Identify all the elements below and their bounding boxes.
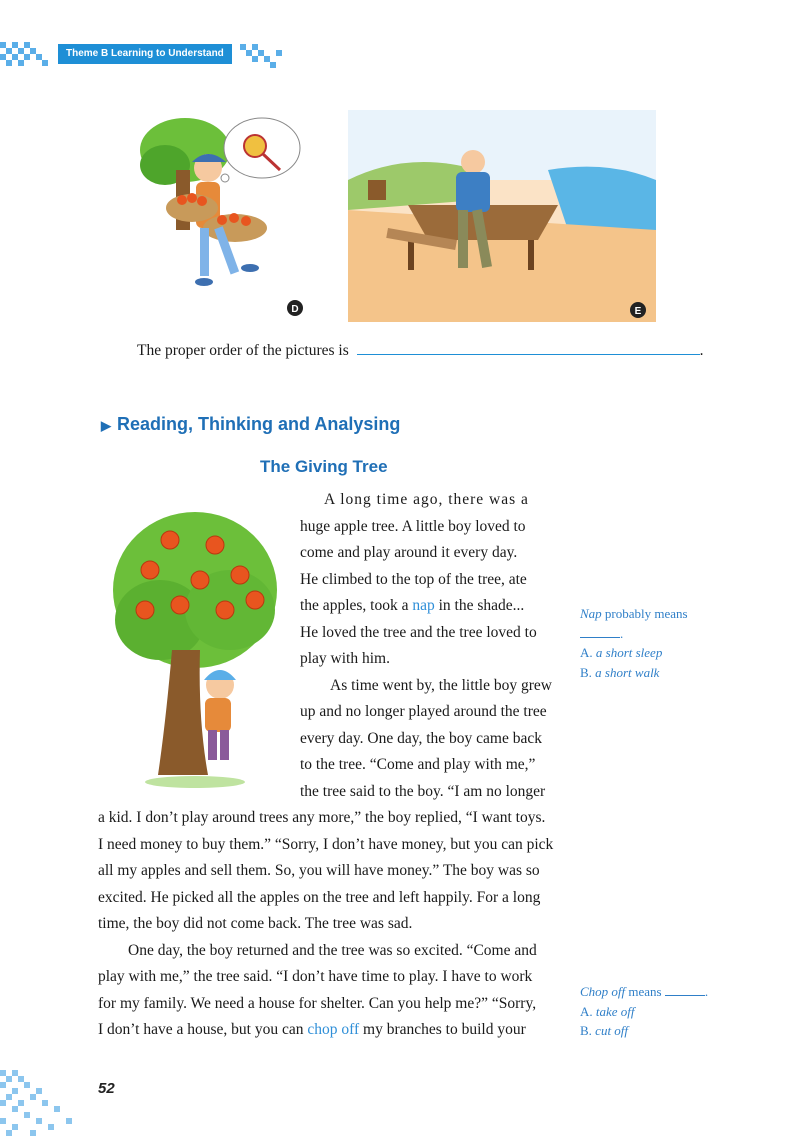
- story-line-20: for my family. We need a house for shelter. Can you help me?” “Sorry,: [98, 995, 537, 1012]
- man-building-boat-illustration: [348, 110, 656, 322]
- chop-option-b[interactable]: [580, 1021, 628, 1040]
- footer-pixel-decoration: [0, 1060, 90, 1138]
- story-line-5-start: the apples, took a: [300, 597, 409, 614]
- nap-option-a-letter: A.: [580, 645, 593, 660]
- story-line-19: play with me,” the tree said. “I don’t have time to play. I have to work: [98, 968, 533, 985]
- chop-note-prompt: means: [628, 984, 662, 999]
- story-line-16: excited. He picked all the apples on the tree and left happily. For a long: [98, 889, 541, 906]
- story-line-5: [300, 596, 524, 616]
- chop-note-question: [580, 982, 708, 1001]
- story-line-13: a kid. I don’t play around trees any more,” the boy replied, “I want toys.: [98, 809, 546, 826]
- chop-option-a[interactable]: [580, 1002, 635, 1021]
- story-line-1: A long time ago, there was a: [324, 491, 529, 508]
- story-line-10: every day. One day, the boy came back: [300, 730, 543, 747]
- story-title: The Giving Tree: [260, 457, 388, 476]
- story-line-7: play with him.: [300, 650, 390, 667]
- order-question: [137, 340, 704, 360]
- chop-option-a-text: take off: [595, 1004, 635, 1019]
- order-question-text: The proper order of the pictures is: [137, 342, 349, 359]
- vocab-word-chop-off[interactable]: chop off: [307, 1021, 360, 1038]
- chop-note-end: .: [704, 984, 709, 999]
- story-line-15: all my apples and sell them. So, you will have money.” The boy was so: [98, 862, 540, 879]
- apple-tree-hugging-boy-illustration: [100, 500, 290, 790]
- nap-option-b-letter: B.: [580, 665, 592, 680]
- story-line-8: As time went by, the little boy grew: [330, 677, 552, 694]
- section-heading-text: Reading, Thinking and Analysing: [117, 414, 401, 434]
- story-line-6: He loved the tree and the tree loved to: [300, 624, 537, 641]
- chop-option-b-letter: B.: [580, 1023, 592, 1038]
- story-line-12: the tree said to the boy. “I am no longer: [300, 783, 546, 800]
- picture-d-label: D: [291, 304, 299, 315]
- nap-option-a[interactable]: [580, 643, 662, 662]
- story-line-17: time, the boy did not come back. The tree was sad.: [98, 915, 413, 932]
- picture-e-label: E: [634, 306, 642, 317]
- story-line-21: [98, 1020, 526, 1040]
- vocab-word-nap[interactable]: nap: [412, 597, 435, 614]
- nap-option-a-text: a short sleep: [595, 645, 663, 660]
- theme-label: Theme B Learning to Understand: [58, 44, 232, 64]
- nap-note-end: .: [620, 626, 624, 641]
- story-line-21-end: my branches to build your: [363, 1021, 526, 1038]
- section-heading: [101, 414, 400, 435]
- story-line-3: come and play around it every day.: [300, 544, 518, 561]
- order-question-end: .: [699, 342, 704, 359]
- boy-with-apple-basket-illustration: [130, 110, 310, 320]
- story-line-18: One day, the boy returned and the tree was so excited. “Come and: [128, 942, 537, 959]
- nap-note-word: Nap: [580, 606, 602, 621]
- story-line-4: He climbed to the top of the tree, ate: [300, 571, 527, 588]
- chop-option-a-letter: A.: [580, 1004, 593, 1019]
- nap-option-b-text: a short walk: [595, 665, 660, 680]
- nap-answer-blank[interactable]: [580, 625, 620, 638]
- story-line-11: to the tree. “Come and play with me,”: [300, 756, 536, 773]
- story-line-21-start: I don’t have a house, but you can: [98, 1021, 304, 1038]
- story-line-2: huge apple tree. A little boy loved to: [300, 518, 526, 535]
- nap-note-question: [580, 604, 688, 623]
- order-answer-blank[interactable]: [357, 340, 700, 355]
- page-number: 52: [98, 1080, 115, 1097]
- chop-answer-blank[interactable]: [665, 983, 705, 996]
- triangle-arrow-icon: ▶: [101, 418, 111, 433]
- nap-option-b[interactable]: [580, 663, 659, 682]
- nap-note-prompt: probably means: [604, 606, 688, 621]
- chop-option-b-text: cut off: [595, 1023, 629, 1038]
- story-line-14: I need money to buy them.” “Sorry, I don’t have money, but you can pick: [98, 836, 554, 853]
- chop-note-word: Chop off: [580, 984, 626, 999]
- story-line-9: up and no longer played around the tree: [300, 703, 547, 720]
- story-line-5-end: in the shade...: [438, 597, 525, 614]
- nap-note-blank-line: [580, 624, 623, 643]
